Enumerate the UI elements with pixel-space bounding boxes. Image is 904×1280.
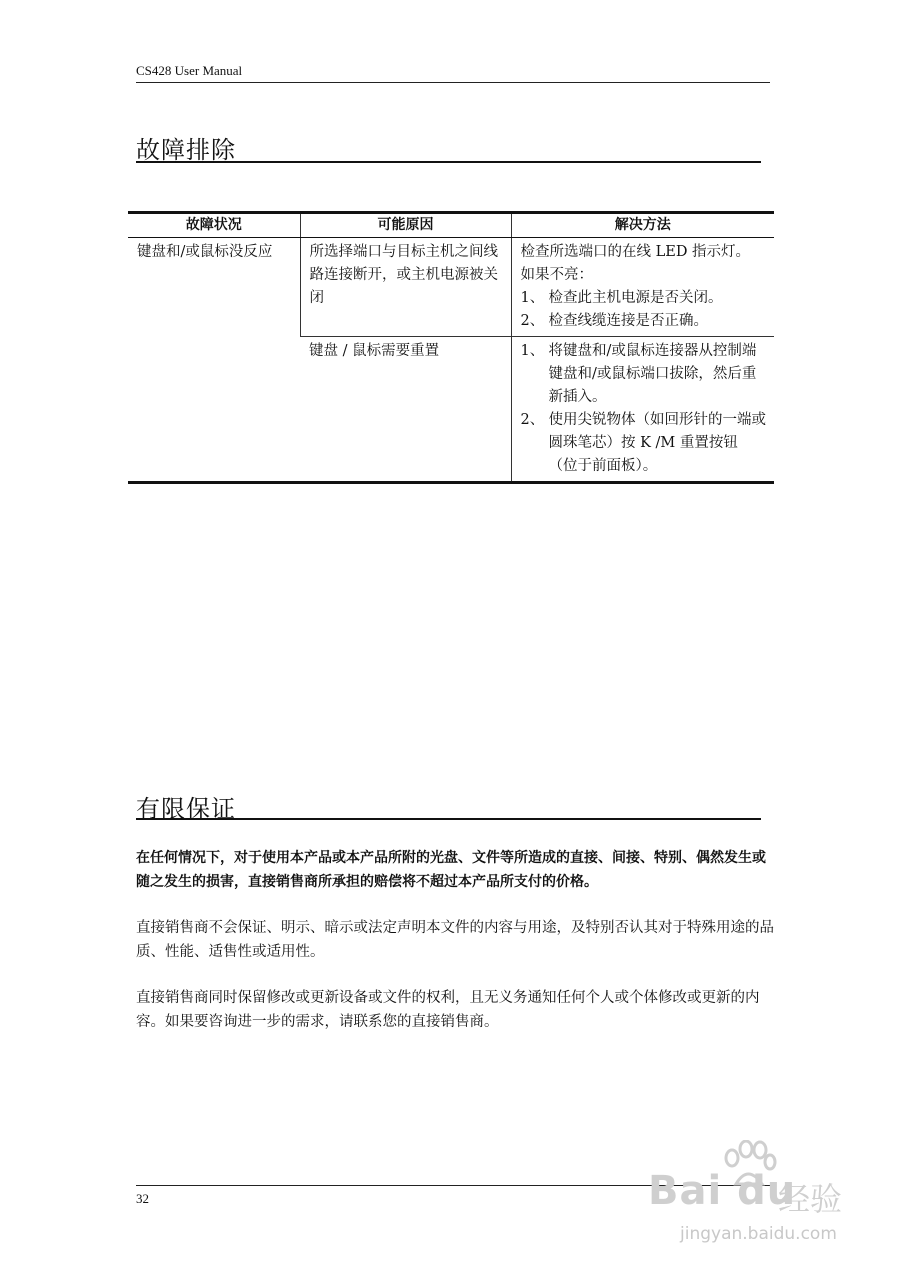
step-number: 1、	[520, 290, 545, 306]
warranty-paragraph-rights: 直接销售商同时保留修改或更新设备或文件的权利，且无义务通知任何个人或个体修改或更新的内容。如果要咨询进一步的需求，请联系您的直接销售商。	[136, 990, 760, 1030]
manual-title: CS428 User Manual	[136, 63, 243, 78]
solution-cell	[511, 238, 774, 337]
step-text: 将键盘和/或鼠标连接器从控制端键盘和/或鼠标端口拔除，然后重新插入。	[548, 343, 757, 405]
step-number: 1、	[520, 343, 545, 359]
baidu-watermark	[640, 1140, 860, 1270]
step-text: 检查线缆连接是否正确。	[548, 313, 708, 329]
column-header-solution: 解决方法	[511, 213, 774, 238]
solution-step	[521, 310, 767, 333]
step-number: 2、	[520, 412, 545, 428]
solution-step	[521, 409, 767, 478]
table-header-row	[128, 213, 774, 238]
troubleshooting-heading-rule	[136, 161, 761, 163]
warranty-heading-rule	[136, 818, 761, 820]
watermark-sub: 经验	[778, 1180, 843, 1218]
solution-step	[521, 340, 767, 409]
cause-cell: 所选择端口与目标主机之间线路连接断开，或主机电源被关闭	[300, 238, 511, 337]
solution-line: 如果不亮：	[520, 267, 593, 283]
troubleshooting-table	[128, 211, 774, 484]
warranty-heading: 有限保证	[136, 795, 236, 823]
step-number: 2、	[520, 313, 545, 329]
watermark-brand: Bai du	[648, 1168, 797, 1214]
troubleshooting-heading: 故障排除	[136, 136, 236, 164]
step-text: 检查此主机电源是否关闭。	[548, 290, 723, 306]
cause-cell: 键盘 / 鼠标需要重置	[309, 343, 440, 359]
column-header-symptom: 故障状况	[128, 213, 300, 238]
watermark-url: jingyan.baidu.com	[680, 1224, 837, 1244]
warranty-paragraph-disclaimer: 直接销售商不会保证、明示、暗示或法定声明本文件的内容与用途，及特别否认其对于特殊用途的品质、性能、适售性或适用性。	[136, 920, 774, 960]
header-divider	[136, 82, 770, 83]
solution-cell	[511, 337, 774, 483]
step-text: 使用尖锐物体（如回形针的一端或圆珠笔芯）按 K /M 重置按钮（位于前面板）。	[548, 412, 766, 474]
table-row	[128, 238, 774, 337]
warranty-paragraph-liability: 在任何情况下，对于使用本产品或本产品所附的光盘、文件等所造成的直接、间接、特别、偶然发生或随之发生的损害，直接销售商所承担的赔偿将不超过本产品所支付的价格。	[136, 850, 766, 890]
symptom-cell: 键盘和/或鼠标没反应	[137, 244, 273, 260]
solution-step	[521, 287, 767, 310]
page-number: 32	[136, 1191, 149, 1206]
column-header-cause: 可能原因	[300, 213, 511, 238]
solution-line: 检查所选端口的在线 LED 指示灯。	[520, 244, 751, 260]
